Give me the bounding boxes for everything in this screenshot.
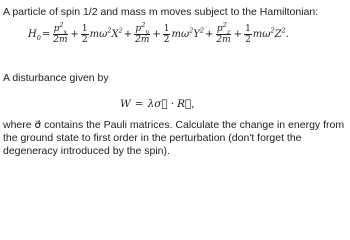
half-fraction: $\frac{1}{2}$ xyxy=(81,24,88,45)
perturbation-lhs: W xyxy=(120,98,131,110)
px-term: $\frac{p^2_x}{2m}$ xyxy=(53,21,68,45)
py-term: $\frac{p^2_y}{2m}$ xyxy=(135,21,150,45)
half-fraction: $\frac{1}{2}$ xyxy=(245,24,251,45)
x-potential: $m\omega^2X^2$ xyxy=(89,26,123,40)
equals-sign: = xyxy=(41,29,51,40)
problem-paragraph: where σ⃗ contains the Pauli matrices. Calculate the change in energy from the ground state to first order in the perturbation (don't forget the degeneracy introduced by the spin). xyxy=(3,119,345,157)
hamiltonian-equation: $H_0$ = $\frac{p^2_x}{2m}$ + $\frac{1}{2}$ $m\omega^2X^2$ + $\frac{p^2_y}{2m}$ + $\frac{1}{2}$ $m\omega^2Y^2$ + $\frac{p^2_z}{2m}$ + $\frac{1}{2}$ $m\omega^2Z^2$ . xyxy=(28,21,289,45)
half-fraction: $\frac{1}{2}$ xyxy=(163,24,170,45)
disturbance-label: A disturbance given by xyxy=(3,72,109,84)
pz-term: $\frac{p^2_z}{2m}$ xyxy=(216,21,231,45)
intro-text: A particle of spin 1/2 and mass m moves subject to the Hamiltonian: xyxy=(3,6,319,18)
perturbation-equation: W = λ σ⃗ · R⃗ , xyxy=(120,98,195,110)
hamiltonian-lhs: $H_0$ xyxy=(28,29,41,42)
y-potential: $m\omega^2Y^2$ xyxy=(171,26,205,40)
z-potential: $m\omega^2Z^2$ xyxy=(252,26,286,40)
